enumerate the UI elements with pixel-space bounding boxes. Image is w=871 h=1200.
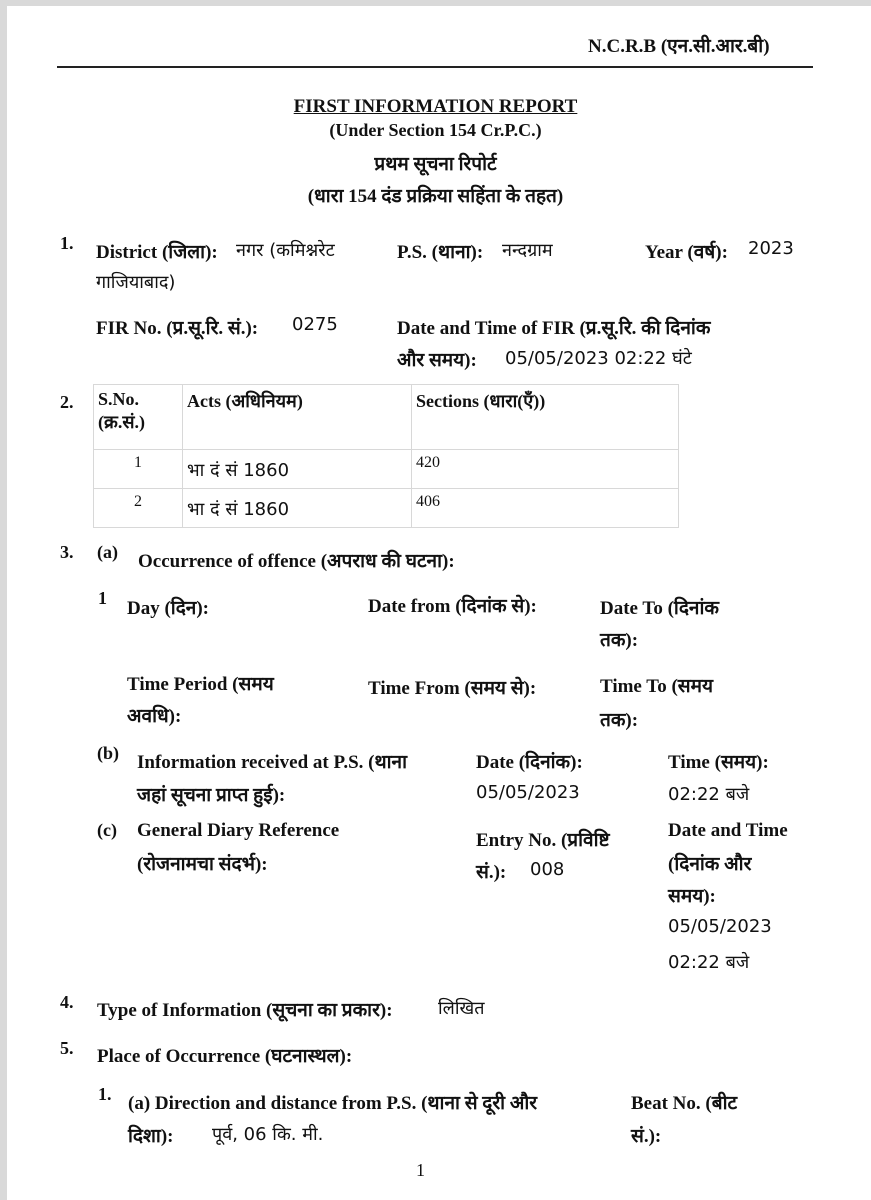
diary-datetime-label: Date and Time xyxy=(668,820,788,841)
section-3-number: 3. xyxy=(60,542,74,562)
district-label: District (जिला): xyxy=(96,242,218,263)
time-period-label: Time Period (समय xyxy=(127,674,274,695)
info-time-value: 02:22 बजे xyxy=(668,784,750,805)
section-5-number: 5. xyxy=(60,1038,74,1058)
row-sno: 1 xyxy=(94,450,183,489)
info-received-label-cont: जहां सूचना प्राप्त हुई): xyxy=(137,785,286,806)
year-value: 2023 xyxy=(748,238,794,259)
acts-sections-table xyxy=(93,384,679,528)
report-subtitle: (Under Section 154 Cr.P.C.) xyxy=(329,120,542,140)
place-of-occurrence-label: Place of Occurrence (घटनास्थल): xyxy=(97,1046,353,1067)
row-act: भा दं सं 1860 xyxy=(183,489,412,528)
section-4-number: 4. xyxy=(60,992,74,1012)
section-2-number: 2. xyxy=(60,392,74,412)
entry-number-label-cont: सं.): xyxy=(476,862,507,883)
district-value-cont: गाजियाबाद) xyxy=(96,272,176,293)
sno-header xyxy=(94,385,183,450)
table-row xyxy=(94,489,679,528)
page-number: 1 xyxy=(416,1160,425,1180)
section-3c-marker: (c) xyxy=(97,820,117,840)
screen-border-top xyxy=(0,0,871,6)
row-sno: 2 xyxy=(94,489,183,528)
diary-reference-label: General Diary Reference xyxy=(137,820,340,841)
section-3a-marker: (a) xyxy=(97,542,118,562)
table-row xyxy=(94,450,679,489)
report-subtitle-hindi: (धारा 154 दंड प्रक्रिया सहिंता के तहत) xyxy=(307,186,564,207)
entry-number-label: Entry No. (प्रविष्टि xyxy=(476,830,610,851)
fir-number-label: FIR No. (प्र.सू.रि. सं.): xyxy=(96,318,259,339)
diary-date-value: 05/05/2023 xyxy=(668,916,772,937)
info-type-label: Type of Information (सूचना का प्रकार): xyxy=(97,1000,393,1021)
diary-datetime-label-end: समय): xyxy=(668,886,716,907)
time-to-label: Time To (समय xyxy=(600,676,714,697)
info-type-value: लिखित xyxy=(438,998,485,1019)
section-3b-marker: (b) xyxy=(97,743,119,763)
diary-datetime-label-cont: (दिनांक और xyxy=(668,854,752,875)
entry-number-value: 008 xyxy=(530,859,565,880)
row-section: 406 xyxy=(412,489,679,528)
diary-reference-label-cont: (रोजनामचा संदर्भ): xyxy=(137,854,268,875)
direction-distance-value: पूर्व, 06 कि. मी. xyxy=(212,1124,324,1145)
time-to-label-cont: तक): xyxy=(600,710,639,731)
report-title-hindi: प्रथम सूचना रिपोर्ट xyxy=(374,154,497,175)
direction-distance-label-cont: दिशा): xyxy=(128,1126,174,1147)
beat-number-label: Beat No. (बीट xyxy=(631,1093,738,1114)
info-date-label: Date (दिनांक): xyxy=(476,752,583,773)
table-header-row xyxy=(94,385,679,450)
direction-distance-label: (a) Direction and distance from P.S. (थाना से दूरी और xyxy=(128,1093,538,1114)
info-date-value: 05/05/2023 xyxy=(476,782,580,803)
screen-border-left xyxy=(0,0,7,1200)
fir-datetime-value: 05/05/2023 02:22 घंटे xyxy=(505,348,692,369)
report-title: FIRST INFORMATION REPORT xyxy=(293,96,578,117)
ps-label: P.S. (थाना): xyxy=(397,242,484,263)
date-to-label-cont: तक): xyxy=(600,630,639,651)
fir-number-value: 0275 xyxy=(292,314,338,335)
place-item-number: 1. xyxy=(98,1084,112,1104)
acts-header: Acts (अधिनियम) xyxy=(183,385,412,450)
occurrence-label: Occurrence of offence (अपराध की घटना): xyxy=(138,551,455,572)
info-received-label: Information received at P.S. (थाना xyxy=(137,752,408,773)
date-to-label: Date To (दिनांक xyxy=(600,598,719,619)
sno-header-en: S.No. xyxy=(98,389,140,409)
fir-datetime-label-cont: और समय): xyxy=(397,350,477,371)
year-label: Year (वर्ष): xyxy=(645,242,728,263)
beat-number-label-cont: सं.): xyxy=(631,1126,662,1147)
sections-header: Sections (धारा(एँ)) xyxy=(412,385,679,450)
date-from-label: Date from (दिनांक से): xyxy=(368,596,537,617)
agency-label: N.C.R.B (एन.सी.आर.बी) xyxy=(588,36,770,57)
day-label: Day (दिन): xyxy=(127,598,210,619)
ps-value: नन्दग्राम xyxy=(502,240,553,261)
occurrence-item-number: 1 xyxy=(98,588,107,608)
row-act: भा दं सं 1860 xyxy=(183,450,412,489)
row-section: 420 xyxy=(412,450,679,489)
info-time-label: Time (समय): xyxy=(668,752,769,773)
sno-header-hi: (क्र.सं.) xyxy=(98,412,145,432)
time-from-label: Time From (समय से): xyxy=(368,678,537,699)
section-1-number: 1. xyxy=(60,233,74,253)
time-period-label-cont: अवधि): xyxy=(127,706,182,727)
header-divider xyxy=(57,66,813,68)
fir-datetime-label: Date and Time of FIR (प्र.सू.रि. की दिनांक xyxy=(397,318,711,339)
district-value: नगर (कमिश्नरेट xyxy=(236,240,335,261)
diary-time-value: 02:22 बजे xyxy=(668,952,750,973)
